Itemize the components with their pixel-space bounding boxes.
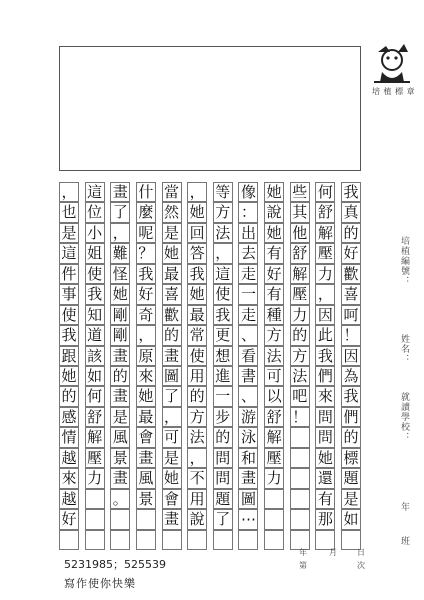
handwritten-character: ， (61, 183, 77, 201)
grid-cell (290, 427, 310, 447)
handwritten-character: 來 (138, 367, 154, 385)
handwritten-character: 畫 (164, 346, 180, 365)
handwritten-character: 像 (240, 183, 256, 201)
handwritten-character: 事 (61, 285, 77, 304)
handwritten-character: 是 (61, 223, 77, 242)
handwritten-character: ⋯ (240, 510, 256, 529)
handwritten-character: 她 (138, 387, 154, 406)
handwritten-character: ： (240, 203, 256, 222)
handwritten-character: 壓 (266, 448, 282, 467)
handwritten-character: 她 (61, 367, 77, 385)
handwritten-character: 是 (164, 448, 180, 467)
handwritten-character: 可 (164, 428, 180, 447)
handwritten-character: 使 (189, 346, 205, 365)
handwritten-character: 更 (215, 326, 231, 345)
handwritten-character: 何 (87, 387, 103, 406)
handwritten-character: 法 (215, 223, 231, 242)
handwritten-character: 壓 (292, 285, 308, 304)
handwritten-character: 有 (317, 489, 333, 508)
handwritten-character: 這 (87, 183, 103, 201)
grid-column (187, 182, 207, 550)
handwritten-character: 說 (189, 510, 205, 529)
handwritten-character: 泳 (240, 428, 256, 447)
handwritten-character: 。 (112, 489, 128, 508)
handwritten-character: 常 (189, 326, 205, 345)
handwritten-character: 問 (215, 469, 231, 488)
handwritten-character: 方 (189, 407, 205, 426)
handwritten-character: ， (189, 448, 205, 467)
handwritten-character: 來 (317, 387, 333, 406)
grid-column (264, 182, 284, 550)
handwritten-character: ， (138, 326, 154, 345)
handwritten-character: 步 (215, 407, 231, 426)
handwritten-character: ！ (343, 326, 359, 345)
handwritten-character: 、 (240, 387, 256, 406)
handwritten-character: 的 (215, 428, 231, 447)
handwritten-character: 們 (343, 407, 359, 426)
handwritten-character: 力 (292, 305, 308, 324)
handwritten-character: 歡 (343, 264, 359, 283)
handwritten-character: 想 (215, 346, 231, 365)
grid-cell (110, 509, 130, 529)
grid-column (290, 182, 310, 550)
handwritten-character: 姐 (87, 244, 103, 263)
handwritten-character: 喜 (164, 285, 180, 304)
handwritten-character: 件 (61, 264, 77, 283)
handwritten-character: 圖 (240, 489, 256, 508)
handwritten-character: 跟 (61, 346, 77, 365)
handwritten-character: 其 (292, 203, 308, 222)
handwritten-character: 游 (240, 407, 256, 426)
handwritten-character: 有 (266, 285, 282, 304)
handwritten-character: 壓 (87, 448, 103, 467)
handwritten-character: 解 (266, 428, 282, 447)
handwritten-character: 舒 (292, 244, 308, 263)
handwritten-character: 最 (138, 407, 154, 426)
handwritten-character: 方 (215, 203, 231, 222)
handwritten-character: 好 (266, 264, 282, 283)
grid-column (162, 182, 182, 550)
handwritten-character: 位 (87, 203, 103, 222)
handwritten-character: 道 (87, 326, 103, 345)
handwritten-character: 我 (343, 387, 359, 406)
handwritten-character: 問 (317, 428, 333, 447)
handwritten-character: 畫 (112, 469, 128, 488)
handwritten-character: 也 (61, 203, 77, 222)
handwritten-character: 舒 (317, 203, 333, 222)
handwritten-character: 出 (240, 223, 256, 242)
handwritten-character: 歡 (164, 305, 180, 324)
handwritten-character: 情 (61, 428, 77, 447)
handwritten-character: 走 (240, 305, 256, 324)
handwritten-character: 使 (215, 285, 231, 304)
handwritten-character: 使 (87, 264, 103, 283)
grid-cell (213, 530, 233, 550)
handwritten-character: 舒 (266, 407, 282, 426)
label-school: 就讀學校： (399, 392, 409, 442)
footer-day: 日 (357, 548, 365, 557)
handwritten-character: 的 (343, 223, 359, 242)
handwritten-character: 原 (138, 346, 154, 365)
handwritten-character: 景 (138, 489, 154, 508)
handwritten-character: 剛 (112, 305, 128, 324)
handwritten-character: 解 (317, 223, 333, 242)
grid-column (136, 182, 156, 550)
grid-cell (162, 530, 182, 550)
handwritten-character: 的 (112, 367, 128, 385)
handwritten-character: 風 (138, 469, 154, 488)
handwritten-character: 力 (266, 469, 282, 488)
handwritten-character: 然 (164, 203, 180, 222)
handwritten-character: 的 (189, 387, 205, 406)
handwritten-character: 一 (215, 387, 231, 406)
handwritten-character: 種 (266, 305, 282, 324)
handwritten-character: 好 (61, 510, 77, 529)
handwritten-character: 了 (164, 387, 180, 406)
handwritten-character: 畫 (240, 469, 256, 488)
handwritten-character: 了 (215, 510, 231, 529)
handwritten-character: 標 (343, 448, 359, 467)
handwritten-character: 她 (189, 285, 205, 304)
handwritten-character: 我 (343, 183, 359, 201)
handwritten-character: 剛 (112, 326, 128, 345)
handwritten-character: 她 (266, 183, 282, 201)
handwritten-character: 走 (240, 264, 256, 283)
handwritten-character: 什 (138, 183, 154, 201)
handwritten-character: 這 (215, 264, 231, 283)
handwritten-character: 以 (266, 387, 282, 406)
handwritten-character: 何 (317, 183, 333, 201)
handwritten-character: 不 (189, 469, 205, 488)
label-grade: 年 (399, 502, 409, 512)
handwritten-character: 畫 (112, 387, 128, 406)
handwritten-character: 這 (61, 244, 77, 263)
handwritten-character: 用 (189, 367, 205, 385)
handwritten-character: 呵 (343, 305, 359, 324)
handwritten-character: 的 (61, 387, 77, 406)
grid-column (315, 182, 335, 550)
handwritten-character: 好 (343, 244, 359, 263)
handwritten-character: 最 (189, 305, 205, 324)
grid-cell (85, 509, 105, 529)
handwritten-character: 是 (343, 489, 359, 508)
grid-cell (136, 530, 156, 550)
handwritten-character: ， (189, 183, 205, 201)
handwritten-character: 她 (164, 244, 180, 263)
handwritten-character: ， (317, 285, 333, 304)
handwritten-character: 是 (164, 223, 180, 242)
handwritten-character: 感 (61, 407, 77, 426)
teacher-comment-box (59, 46, 361, 171)
handwritten-character: 壓 (317, 244, 333, 263)
handwritten-character: 當 (164, 183, 180, 201)
handwritten-character: 解 (87, 428, 103, 447)
handwritten-character: 此 (317, 326, 333, 345)
handwritten-character: 些 (292, 183, 308, 201)
handwritten-character: 了 (112, 203, 128, 222)
handwritten-character: 他 (292, 223, 308, 242)
grid-column (341, 182, 361, 550)
handwritten-character: 一 (240, 285, 256, 304)
grid-cell (110, 530, 130, 550)
handwritten-character: 畫 (112, 183, 128, 201)
grid-cell (187, 530, 207, 550)
handwritten-numbers: 5231985；525539 (64, 558, 166, 571)
footer-month: 月 (329, 548, 337, 557)
handwritten-character: 越 (61, 448, 77, 467)
handwritten-character: 該 (87, 346, 103, 365)
handwritten-character: 怪 (112, 264, 128, 283)
handwritten-character: 我 (317, 346, 333, 365)
handwritten-character: 喜 (343, 285, 359, 304)
handwritten-character: 她 (317, 448, 333, 467)
handwritten-character: 題 (215, 489, 231, 508)
handwritten-character: 我 (138, 264, 154, 283)
handwritten-character: 吧 (292, 387, 308, 406)
grid-cell (136, 509, 156, 529)
grid-cell (290, 468, 310, 488)
handwritten-character: 方 (292, 346, 308, 365)
handwritten-character: 有 (266, 244, 282, 263)
handwritten-character: 難 (112, 244, 128, 263)
grid-column (85, 182, 105, 550)
grid-cell (290, 509, 310, 529)
handwritten-character: 因 (317, 305, 333, 324)
handwritten-character: 小 (87, 223, 103, 242)
handwritten-character: 那 (317, 510, 333, 529)
handwritten-character: 知 (87, 305, 103, 324)
handwritten-character: 看 (240, 346, 256, 365)
handwritten-character: 問 (215, 448, 231, 467)
handwritten-character: 題 (343, 469, 359, 488)
grid-column (110, 182, 130, 550)
grid-column (238, 182, 258, 550)
grid-cell (290, 448, 310, 468)
grid-cell (264, 530, 284, 550)
grid-cell (85, 489, 105, 509)
handwritten-character: 說 (266, 203, 282, 222)
handwritten-character: 風 (112, 428, 128, 447)
handwritten-character: 使 (61, 305, 77, 324)
handwritten-character: 麼 (138, 203, 154, 222)
footer-year: 年 (299, 548, 307, 557)
handwritten-character: ， (164, 407, 180, 426)
handwritten-character: 因 (343, 346, 359, 365)
logo-caption: 培 植 標 章 (372, 87, 416, 96)
handwritten-character: 她 (266, 223, 282, 242)
handwritten-character: 問 (317, 407, 333, 426)
handwritten-character: 回 (189, 223, 205, 242)
grid-cell (238, 530, 258, 550)
handwritten-character: 可 (266, 367, 282, 385)
handwritten-character: 畫 (112, 346, 128, 365)
handwritten-character: 力 (87, 469, 103, 488)
handwritten-character: 答 (189, 244, 205, 263)
handwritten-character: ， (215, 244, 231, 263)
handwritten-character: ？ (138, 244, 154, 263)
footer-times: 次 (357, 561, 365, 570)
grid-cell (264, 509, 284, 529)
handwritten-character: 解 (292, 264, 308, 283)
handwritten-character: 我 (87, 285, 103, 304)
label-name: 姓名： (399, 334, 409, 364)
handwritten-character: 如 (87, 367, 103, 385)
grid-cell (264, 489, 284, 509)
handwritten-character: 越 (61, 489, 77, 508)
handwritten-character: 舒 (87, 407, 103, 426)
handwritten-character: 她 (164, 469, 180, 488)
handwritten-character: 畫 (164, 510, 180, 529)
handwritten-character: 來 (61, 469, 77, 488)
handwritten-character: 最 (164, 264, 180, 283)
handwritten-character: 力 (317, 264, 333, 283)
handwritten-character: 她 (112, 285, 128, 304)
handwritten-character: 為 (343, 367, 359, 385)
handwritten-character: 的 (164, 326, 180, 345)
composition-grid (59, 182, 361, 550)
handwritten-character: 進 (215, 367, 231, 385)
handwritten-character: 去 (240, 244, 256, 263)
handwritten-character: 法 (292, 367, 308, 385)
grid-column (213, 182, 233, 550)
handwritten-character: 們 (317, 367, 333, 385)
handwritten-character: 真 (343, 203, 359, 222)
handwritten-character: 我 (189, 264, 205, 283)
handwritten-character: 法 (266, 346, 282, 365)
handwritten-character: 法 (189, 428, 205, 447)
label-editor-number: 培植編號： (399, 236, 409, 286)
handwritten-character: 我 (61, 326, 77, 345)
handwritten-character: ！ (292, 407, 308, 426)
handwritten-character: 畫 (138, 448, 154, 467)
handwritten-character: 和 (240, 448, 256, 467)
handwritten-character: 圖 (164, 367, 180, 385)
grid-cell (85, 530, 105, 550)
handwritten-character: 景 (112, 448, 128, 467)
handwritten-character: ， (112, 223, 128, 242)
handwritten-character: 、 (240, 326, 256, 345)
grid-cell (59, 530, 79, 550)
handwritten-character: 呢 (138, 223, 154, 242)
handwritten-character: 等 (215, 183, 231, 201)
handwritten-character: 奇 (138, 305, 154, 324)
handwritten-character: 的 (343, 428, 359, 447)
handwritten-character: 會 (138, 428, 154, 447)
label-class: 班 (399, 536, 409, 546)
handwritten-character: 她 (189, 203, 205, 222)
handwritten-character: 是 (112, 407, 128, 426)
grid-cell (290, 489, 310, 509)
handwritten-character: 如 (343, 510, 359, 529)
handwritten-character: 還 (317, 469, 333, 488)
handwritten-character: 用 (189, 489, 205, 508)
grid-column (59, 182, 79, 550)
handwritten-character: 我 (215, 305, 231, 324)
handwritten-character: 方 (266, 326, 282, 345)
handwritten-character: 的 (292, 326, 308, 345)
footer-page: 第 (299, 561, 307, 570)
handwritten-character: 會 (164, 489, 180, 508)
slogan: 寫作使你快樂 (64, 577, 136, 590)
handwritten-character: 好 (138, 285, 154, 304)
handwritten-character: 書 (240, 367, 256, 385)
